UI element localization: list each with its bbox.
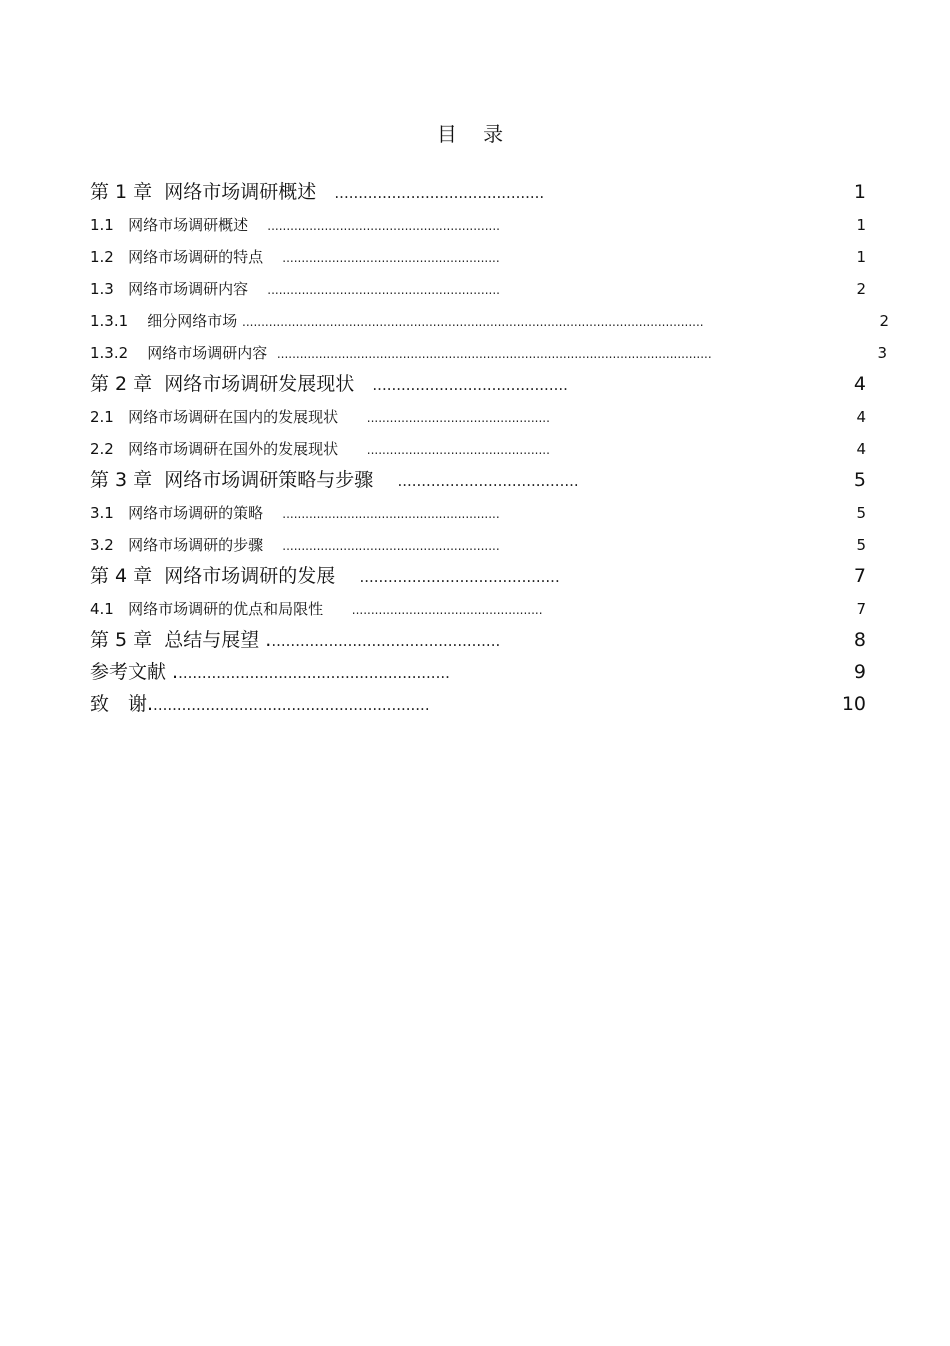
toc-entry-title: 网络市场调研的步骤 <box>128 536 264 554</box>
toc-page-number: 9 <box>853 661 866 683</box>
toc-leader-dots: ...................................... <box>397 472 579 490</box>
toc-entry-title: 网络市场调研的优点和局限性 <box>128 600 324 618</box>
toc-leader-dots: .......................................... <box>359 568 560 586</box>
toc-entry-title: 网络市场调研的策略 <box>128 504 264 522</box>
toc-entry-title: 网络市场调研策略与步骤 <box>164 469 374 491</box>
toc-entry-number: 1.3.1 <box>90 312 129 330</box>
toc-page-number: 8 <box>853 629 866 651</box>
toc-entry-number: 1.1 <box>90 216 114 234</box>
toc-entry-section-3-1[interactable] <box>90 501 500 526</box>
toc-entry-number: 4.1 <box>90 600 114 618</box>
toc-leader-dots: ................................................ <box>271 632 501 650</box>
toc-page-number: 4 <box>856 440 866 458</box>
toc-entry-number: 3.2 <box>90 536 114 554</box>
toc-entry-subsection-1-3-1[interactable] <box>90 309 704 334</box>
toc-page-number: 1 <box>853 181 866 203</box>
toc-page-number: 3 <box>877 344 887 362</box>
toc-page-number: 5 <box>856 504 866 522</box>
toc-entry-section-1-1[interactable] <box>90 213 500 238</box>
toc-entry-title: 网络市场调研发展现状 <box>164 373 355 395</box>
toc-leader-dots: ................................................ <box>366 443 550 457</box>
toc-entry-section-1-2[interactable] <box>90 245 500 270</box>
toc-entry-number: 1.2 <box>90 248 114 266</box>
toc-entry-title: 细分网络市场 <box>147 312 238 330</box>
toc-entry-title: 网络市场调研的特点 <box>128 248 264 266</box>
toc-entry-title: 网络市场调研在国内的发展现状 <box>128 408 339 426</box>
toc-leader-dots: ......................................................................................................................... <box>242 315 704 329</box>
toc-entry-section-2-1[interactable] <box>90 405 550 430</box>
toc-entry-title: 网络市场调研内容 <box>147 344 268 362</box>
toc-page-number: 1 <box>856 216 866 234</box>
toc-entry-number: 1.3 <box>90 280 114 298</box>
toc-entry-number: 2.2 <box>90 440 114 458</box>
toc-entry-chapter-1[interactable] <box>90 180 544 205</box>
toc-entry-number: 1.3.2 <box>90 344 129 362</box>
toc-leader-dots: ......................................................... <box>178 664 450 682</box>
toc-entry-title: 网络市场调研概述 <box>164 181 317 203</box>
toc-entry-chapter-2[interactable] <box>90 372 568 397</box>
toc-entry-title: 网络市场调研在国外的发展现状 <box>128 440 339 458</box>
toc-entry-section-1-3[interactable] <box>90 277 500 302</box>
toc-page-number: 1 <box>856 248 866 266</box>
toc-leader-dots: ............................................................. <box>267 283 500 297</box>
toc-leader-dots: ......................................... <box>372 376 568 394</box>
toc-leader-dots: ......................................................... <box>282 539 500 553</box>
toc-leader-dots: ......................................................... <box>282 251 500 265</box>
toc-entry-chapter-4[interactable] <box>90 564 560 589</box>
toc-entry-section-4-1[interactable] <box>90 597 543 622</box>
toc-leader-dots: .................................................................................................................. <box>276 347 712 361</box>
toc-entry-title: 总结与展望 . <box>164 629 272 651</box>
toc-entry-title: 网络市场调研的发展 <box>164 565 336 587</box>
toc-page-number: 4 <box>856 408 866 426</box>
toc-entry-number: 3.1 <box>90 504 114 522</box>
page-title: 目 录 <box>436 122 514 146</box>
toc-page-number: 5 <box>856 536 866 554</box>
toc-entry-section-3-2[interactable] <box>90 533 500 558</box>
toc-entry-section-2-2[interactable] <box>90 437 550 462</box>
toc-leader-dots: ............................................................. <box>267 219 500 233</box>
toc-entry-title: 致 谢. <box>90 693 154 715</box>
toc-leader-dots: ......................................................... <box>282 507 500 521</box>
toc-entry-number: 2.1 <box>90 408 114 426</box>
toc-page-number: 7 <box>856 600 866 618</box>
toc-page-number: 5 <box>853 469 866 491</box>
toc-page-number: 2 <box>856 280 866 298</box>
toc-entry-number: 第 1 章 <box>90 181 153 203</box>
toc-entry-chapter-5[interactable] <box>90 628 500 653</box>
toc-page-number: 4 <box>853 373 866 395</box>
toc-entry-title: 网络市场调研概述 <box>128 216 249 234</box>
toc-entry-number: 第 2 章 <box>90 373 153 395</box>
toc-leader-dots: ................................................ <box>366 411 550 425</box>
toc-page-number: 7 <box>853 565 866 587</box>
toc-entry-title: 网络市场调研内容 <box>128 280 249 298</box>
toc-page-number: 2 <box>879 312 889 330</box>
toc-page-number: 10 <box>841 693 866 715</box>
toc-entry-acknowledgements[interactable] <box>90 692 430 717</box>
toc-entry-chapter-3[interactable] <box>90 468 579 493</box>
toc-entry-subsection-1-3-2[interactable] <box>90 341 712 366</box>
toc-entry-number: 第 5 章 <box>90 629 153 651</box>
toc-entry-number: 第 4 章 <box>90 565 153 587</box>
toc-entry-references[interactable] <box>90 660 450 685</box>
toc-leader-dots: ............................................ <box>334 184 545 202</box>
toc-entry-number: 第 3 章 <box>90 469 153 491</box>
toc-entry-title: 参考文献 . <box>90 661 179 683</box>
toc-leader-dots: .......................................................... <box>153 696 430 714</box>
toc-leader-dots: .................................................. <box>351 603 543 617</box>
